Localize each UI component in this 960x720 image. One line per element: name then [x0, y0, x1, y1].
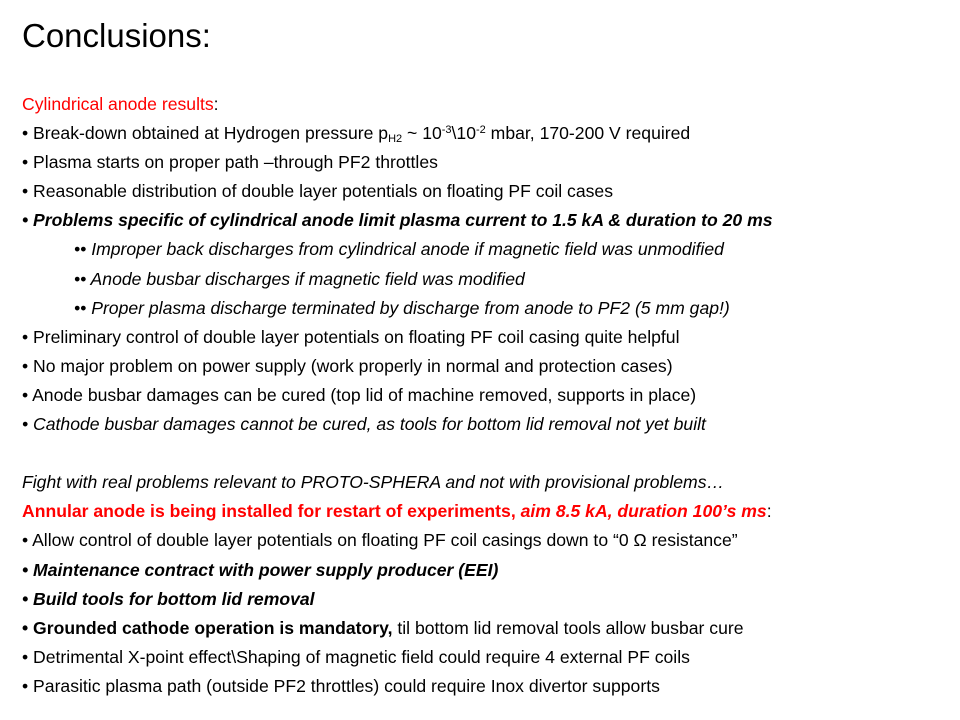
- bullet-plasma-path: • Plasma starts on proper path –through PF2 throttles: [22, 152, 438, 173]
- grounded-text-rest: til bottom lid removal tools allow busbar cure: [392, 617, 744, 638]
- breakdown-subscript: H2: [388, 133, 403, 146]
- cylindrical-heading-colon: :: [213, 94, 219, 114]
- grounded-text-bold: • Grounded cathode operation is mandatory,: [22, 617, 393, 638]
- bullet-grounded: [22, 614, 952, 643]
- breakdown-superscript-1: -3: [441, 124, 452, 137]
- sub-bullet-anode-busbar: •• Anode busbar discharges if magnetic field was modified: [74, 268, 525, 289]
- bullet-cathode-busbar: • Cathode busbar damages cannot be cured, as tools for bottom lid removal not yet built: [22, 414, 706, 435]
- spacer: [22, 439, 952, 468]
- annular-heading-line: [22, 497, 952, 526]
- breakdown-text-post: mbar, 170-200 V required: [485, 123, 691, 144]
- breakdown-text-mid1: ~ 10: [402, 123, 442, 144]
- bullet-maintenance: • Maintenance contract with power supply producer (EEI): [22, 559, 499, 580]
- sub-bullet-proper-discharge: •• Proper plasma discharge terminated by discharge from anode to PF2 (5 mm gap!): [74, 297, 730, 318]
- slide-title: Conclusions:: [22, 17, 211, 54]
- fight-line: Fight with real problems relevant to PROTO-SPHERA and not with provisional problems…: [22, 472, 725, 493]
- breakdown-text-pre: • Break-down obtained at Hydrogen pressure p: [22, 123, 389, 144]
- breakdown-text-mid2: \10: [451, 123, 477, 144]
- bullet-problems: • Problems specific of cylindrical anode limit plasma current to 1.5 kA & duration to 20 ms: [22, 210, 773, 231]
- annular-heading-b: aim 8.5 kA, duration 100’s ms: [520, 501, 767, 522]
- annular-heading-a: Annular anode is being installed for restart of experiments,: [22, 501, 521, 522]
- breakdown-superscript-2: -2: [476, 124, 486, 137]
- sub-bullet-back-discharges: •• Improper back discharges from cylindrical anode if magnetic field was unmodified: [74, 239, 724, 260]
- bullet-preliminary: • Preliminary control of double layer potentials on floating PF coil casing quite helpful: [22, 326, 680, 347]
- bullet-allow-control: • Allow control of double layer potentials on floating PF coil casings down to “0 Ω resistance”: [22, 530, 738, 551]
- bullet-power-supply: • No major problem on power supply (work properly in normal and protection cases): [22, 355, 673, 376]
- slide-body: [22, 90, 952, 701]
- bullet-distribution: • Reasonable distribution of double layer potentials on floating PF coil cases: [22, 181, 614, 202]
- bullet-xpoint: • Detrimental X-point effect\Shaping of magnetic field could require 4 external PF coils: [22, 646, 690, 667]
- bullet-build-tools: • Build tools for bottom lid removal: [22, 588, 315, 609]
- bullet-breakdown: [22, 119, 952, 148]
- annular-heading-colon: :: [766, 501, 772, 522]
- cylindrical-heading-line: [22, 90, 952, 119]
- cylindrical-heading: Cylindrical anode results: [22, 94, 214, 114]
- bullet-parasitic: • Parasitic plasma path (outside PF2 throttles) could require Inox divertor supports: [22, 675, 660, 696]
- bullet-anode-busbar: • Anode busbar damages can be cured (top lid of machine removed, supports in place): [22, 384, 697, 405]
